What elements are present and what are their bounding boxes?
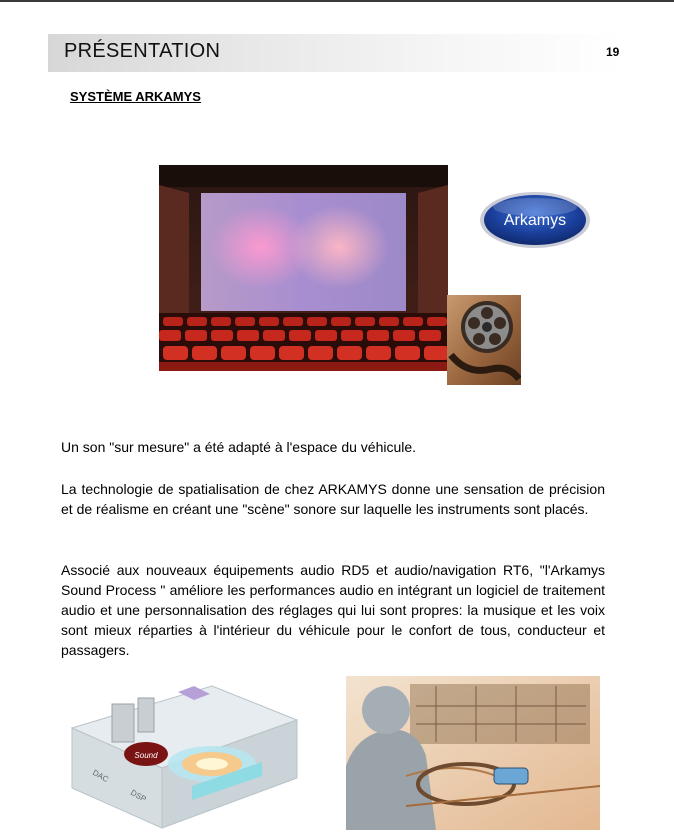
cinema-photo xyxy=(159,165,448,371)
dsp-label: DSP xyxy=(129,787,148,804)
top-rule xyxy=(0,0,674,2)
logo-text: Arkamys xyxy=(503,212,567,229)
page-number: 19 xyxy=(606,45,620,59)
device-brand-text: Sound xyxy=(134,751,158,760)
dac-label: DAC xyxy=(91,767,111,785)
film-reel-photo xyxy=(447,295,521,385)
arkamys-logo xyxy=(479,191,591,249)
driver-illustration xyxy=(346,676,600,830)
page-title: PRÉSENTATION xyxy=(64,40,221,62)
intro-paragraph: Un son "sur mesure" a été adapté à l'espace du véhicule. xyxy=(61,439,417,455)
technology-paragraph: La technologie de spatialisation de chez ARKAMYS donne une sensation de précision et de réalisme en créant une "scène" sonore sur laquelle les instruments sont placés. xyxy=(61,481,605,517)
audio-device-illustration xyxy=(62,668,302,832)
section-title: SYSTÈME ARKAMYS xyxy=(70,89,201,104)
equipment-paragraph: Associé aux nouveaux équipements audio RD5 et audio/navigation RT6, "l'Arkamys Sound Process " améliore les performances audio en intégrant un logiciel de traitement audio et une personnalisation des réglages qui lui sont propres: la musique et les voix sont mieux réparties à l'intérieur du véhicule pour le confort de tous, conducteur et passagers. xyxy=(61,562,605,658)
